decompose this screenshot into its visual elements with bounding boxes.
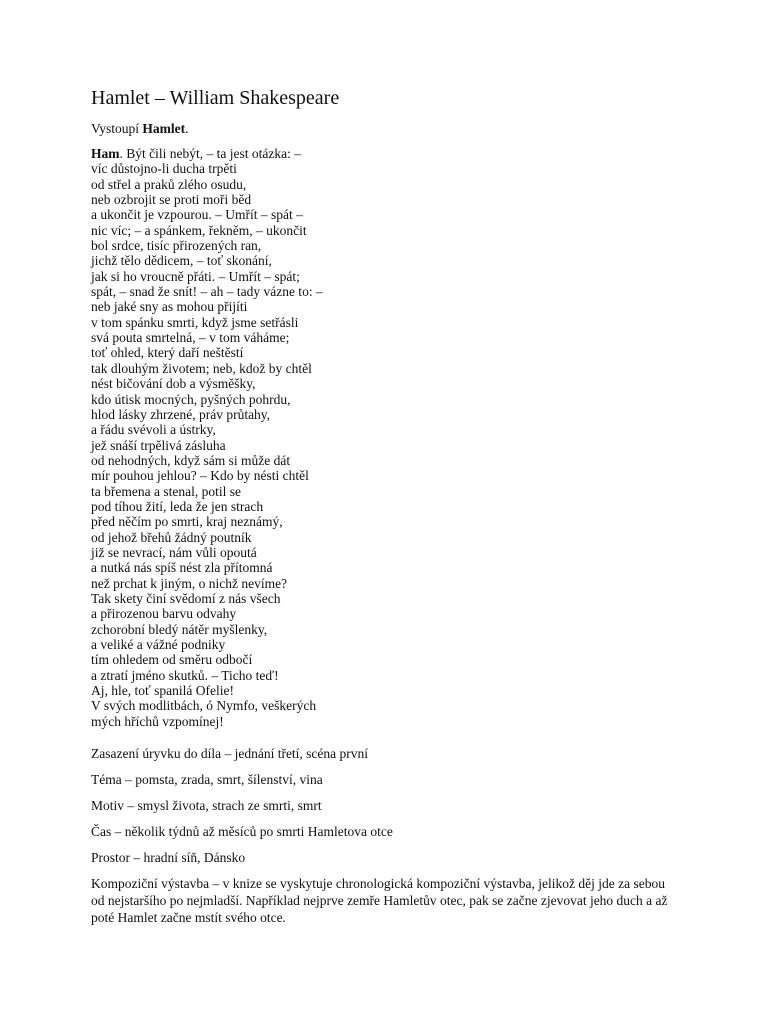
poem-line: tím ohledem od směru odbočí — [91, 652, 253, 668]
poem-line: zchorobní bledý nátěr myšlenky, — [91, 621, 268, 637]
poem-line: nést bičování dob a výsměšky, — [91, 376, 256, 392]
intro-line — [91, 121, 681, 137]
poem-line: pod tíhou žití, leda že jen strach — [91, 498, 264, 514]
poem-line: Tak skety činí svědomí z nás všech — [91, 590, 281, 606]
analysis-paragraph: Čas – několik týdnů až měsíců po smrti Hamletova otce — [91, 824, 393, 840]
poem-line: ta břemena a stenal, potil se — [91, 483, 241, 499]
poem-line: od jehož břehů žádný poutník — [91, 529, 252, 545]
intro-suffix: . — [185, 121, 189, 136]
poem-line: a nutká nás spíš nést zla přítomná — [91, 560, 273, 576]
poem-line: bol srdce, tisíc přirozených ran, — [91, 238, 262, 254]
poem-line: toť ohled, který daří neštěstí — [91, 345, 244, 361]
poem-line: již se nevrací, nám vůli opoutá — [91, 544, 257, 560]
poem-line: a řádu svévoli a ústrky, — [91, 422, 216, 438]
poem-line: a veliké a vážné podniky — [91, 637, 226, 652]
speaker-name: Ham — [91, 146, 120, 161]
poem-line: před něčím po smrti, kraj neznámý, — [91, 514, 283, 530]
analysis-paragraph: Prostor – hradní síň, Dánsko — [91, 850, 246, 866]
poem-line: od střel a praků zlého osudu, — [91, 176, 247, 192]
poem-line: spát, – snad že snít! – ah – tady vázne to: – — [91, 284, 323, 300]
poem-line: kdo útisk mocných, pyšných pohrdu, — [91, 391, 291, 407]
poem-line: neb ozbrojit se proti moři běd — [91, 192, 252, 208]
analysis-paragraph: Kompoziční výstavba – v knize se vyskytuje chronologická kompoziční výstavba, jelikož děj jde za sebou od nejstaršího po nejmladší. Například nejprve zemře Hamletův otec, pak se začne zjevovat jeho duch a až poté Hamlet začne mstít svého otce. — [91, 876, 668, 926]
poem-line: tak dlouhým životem; neb, kdož by chtěl — [91, 360, 312, 376]
analysis-paragraph: Motiv – smysl života, strach ze smrti, smrt — [91, 798, 322, 814]
poem-line: a ukončit je vzpourou. – Umřít – spát – — [91, 207, 303, 223]
analysis-section — [91, 745, 681, 926]
poem-first-line-text: . Být čili nebýt, – ta jest otázka: – — [119, 146, 301, 161]
poem-line: mír pouhou jehlou? – Kdo by nésti chtěl — [91, 468, 309, 484]
poem-line: jak si ho vroucně přáti. – Umřít – spát; — [91, 268, 300, 284]
poem-line: svá pouta smrtelná, – v tom váháme; — [91, 330, 290, 346]
analysis-paragraph: Téma – pomsta, zrada, smrt, šílenství, vina — [91, 772, 323, 788]
document-title: Hamlet – William Shakespeare — [91, 87, 340, 109]
intro-name: Hamlet — [142, 121, 186, 136]
soliloquy-poem — [91, 146, 681, 729]
poem-line: nic víc; – a spánkem, řekněm, – ukončit — [91, 222, 307, 238]
poem-line: než prchat k jiným, o nichž nevíme? — [91, 575, 288, 591]
poem-line — [91, 146, 681, 161]
document-page — [91, 85, 681, 935]
poem-line: víc důstojno-li ducha trpěti — [91, 161, 237, 177]
poem-line: a ztratí jméno skutků. – Ticho teď! — [91, 667, 279, 683]
intro-prefix: Vystoupí — [91, 121, 143, 136]
poem-line: jež snáší trpělivá zásluha — [91, 437, 226, 453]
poem-line: v tom spánku smrti, když jsme setřásli — [91, 314, 299, 330]
analysis-paragraph: Zasazení úryvku do díla – jednání třetí, scéna první — [91, 746, 369, 762]
poem-line: od nehodných, když sám si může dát — [91, 452, 291, 468]
poem-line: hlod lásky zhrzené, práv průtahy, — [91, 406, 271, 422]
poem-line: neb jaké sny as mohou přijíti — [91, 299, 248, 315]
poem-line: V svých modlitbách, ó Nymfo, veškerých — [91, 698, 317, 714]
poem-line: jichž tělo dědicem, – toť skonání, — [91, 253, 272, 269]
poem-line: a přirozenou barvu odvahy — [91, 606, 237, 622]
poem-line: Aj, hle, toť spanilá Ofelie! — [91, 683, 234, 699]
poem-line: mých hříchů vzpomínej! — [91, 713, 224, 729]
